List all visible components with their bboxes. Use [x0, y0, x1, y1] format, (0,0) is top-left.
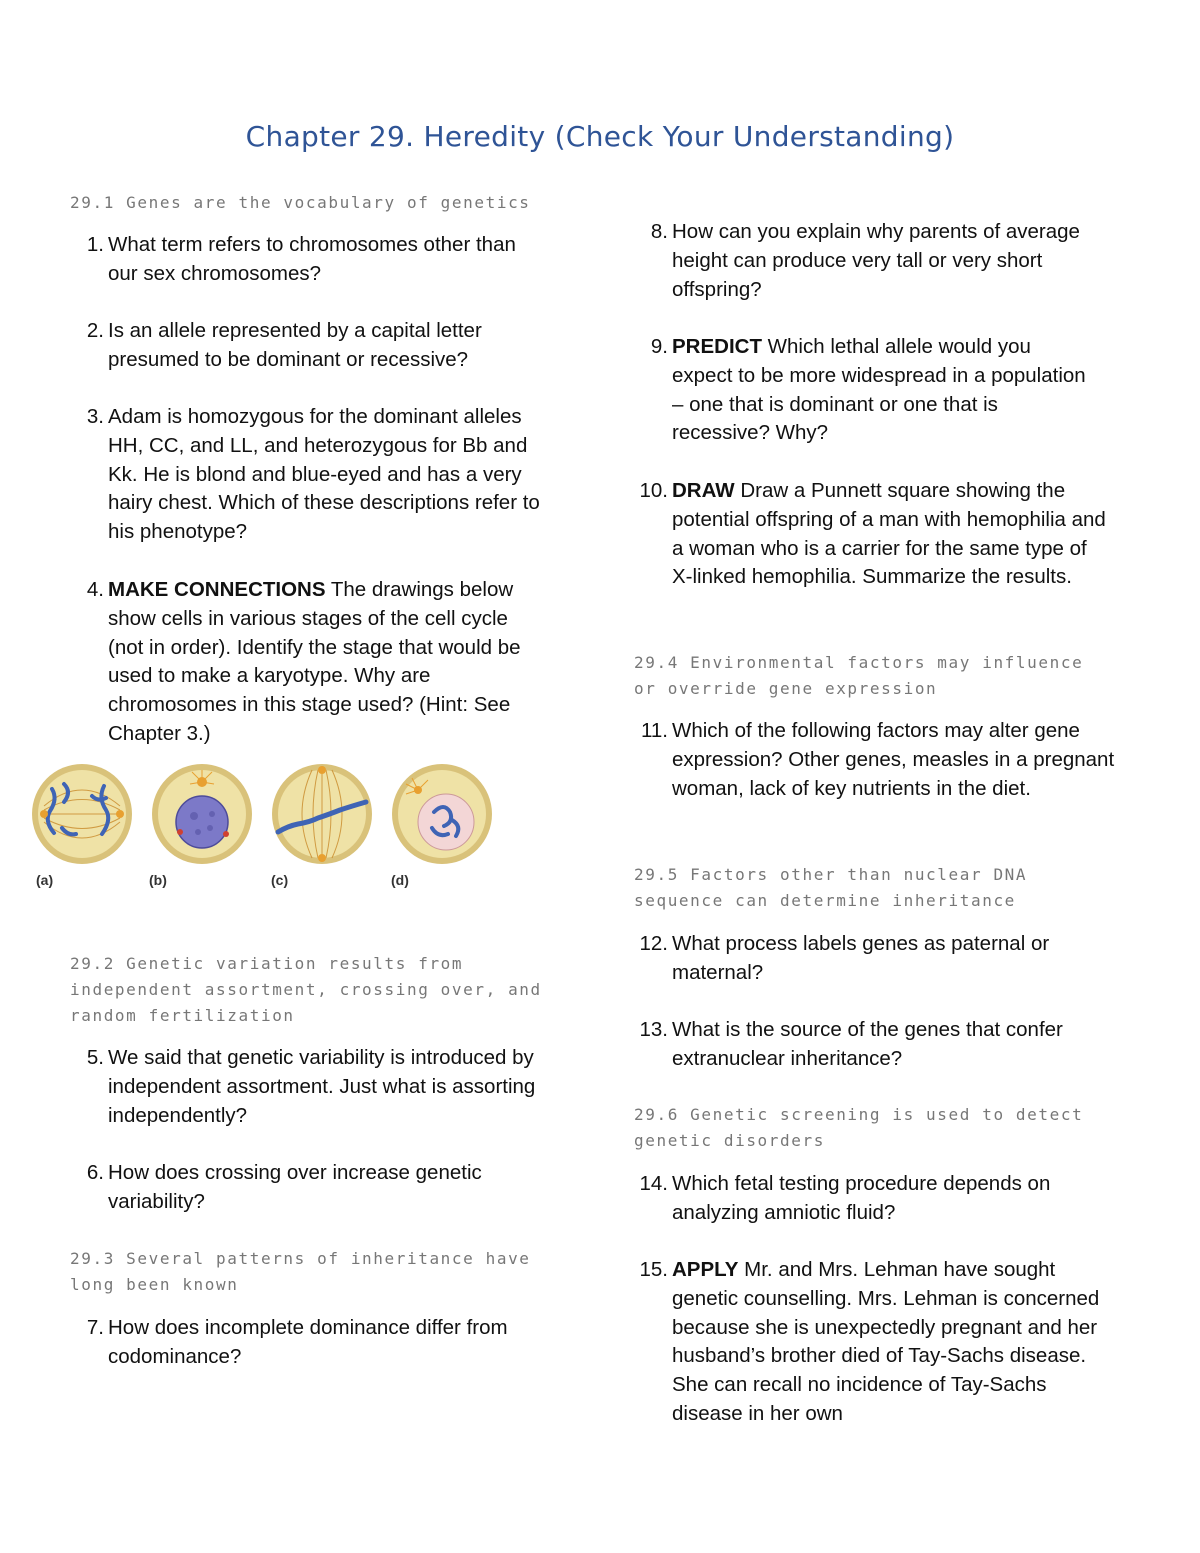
question-number: 9.	[650, 335, 668, 358]
question-text: Mr. and Mrs. Lehman have sought genetic counselling. Mrs. Lehman is concerned because she is unexpectedly pregnant and her husband’s brother died of Tay-Sachs disease. She can recall no incidence of Tay-Sachs disease in her own	[672, 1258, 1100, 1425]
cell-cycle-drawings	[30, 762, 500, 872]
question-text: The drawings below show cells in various stages of the cell cycle (not in order). Identify the stage that would be used to make a karyotype. Why are chromosomes in this stage used? (Hint: See Chapter 3.)	[108, 578, 521, 745]
question-keyword: APPLY	[672, 1258, 739, 1281]
page-title: Chapter 29. Heredity (Check Your Understanding)	[245, 120, 955, 153]
question-number: 5.	[86, 1046, 104, 1069]
question-number: 10.	[639, 479, 668, 502]
question-text: Is an allele represented by a capital letter presumed to be dominant or recessive?	[108, 319, 482, 371]
question-text: What is the source of the genes that confer extranuclear inheritance?	[672, 1018, 1063, 1070]
question-12	[634, 930, 1092, 988]
section-heading-29-2: 29.2 Genetic variation results from independent assortment, crossing over, and random fertilization	[70, 954, 542, 1025]
question-text: How does incomplete dominance differ from codominance?	[108, 1316, 508, 1368]
question-text: What process labels genes as paternal or maternal?	[672, 932, 1050, 984]
question-number: 1.	[86, 233, 104, 256]
question-number: 12.	[639, 932, 668, 955]
question-5	[70, 1044, 548, 1130]
question-keyword: MAKE CONNECTIONS	[108, 578, 326, 601]
question-9	[634, 333, 1092, 448]
question-6	[70, 1159, 548, 1217]
figure-label-a: (a)	[36, 872, 54, 888]
question-number: 2.	[86, 319, 104, 342]
question-keyword: DRAW	[672, 479, 735, 502]
cell-b	[152, 764, 252, 864]
question-text: How can you explain why parents of average height can produce very tall or very short offspring?	[672, 220, 1080, 301]
question-number: 14.	[639, 1172, 668, 1195]
question-text: What term refers to chromosomes other than our sex chromosomes?	[108, 233, 516, 285]
question-number: 8.	[650, 220, 668, 243]
section-heading-29-6: 29.6 Genetic screening is used to detect genetic disorders	[634, 1105, 1084, 1150]
cell-c	[272, 764, 372, 864]
question-7	[70, 1314, 548, 1372]
question-4	[70, 576, 548, 749]
question-number: 6.	[86, 1161, 104, 1184]
figure-label-b: (b)	[149, 872, 167, 888]
question-number: 3.	[86, 405, 104, 428]
question-number: 15.	[639, 1258, 668, 1281]
question-14	[634, 1170, 1092, 1228]
question-number: 7.	[86, 1316, 104, 1339]
figure-label-c: (c)	[271, 872, 289, 888]
question-number: 4.	[86, 578, 104, 601]
cell-d	[392, 764, 492, 864]
question-text: Adam is homozygous for the dominant alleles HH, CC, and LL, and heterozygous for Bb and Kk. He is blond and blue-eyed and has a very hairy chest. Which of these descriptions refer to his phenotype?	[108, 405, 540, 544]
section-heading-29-5: 29.5 Factors other than nuclear DNA sequence can determine inheritance	[634, 865, 1028, 910]
question-text: We said that genetic variability is introduced by independent assortment. Just what is assorting independently?	[108, 1046, 536, 1127]
question-text: Which lethal allele would you expect to be more widespread in a population – one that is dominant or one that is recessive? Why?	[672, 335, 1086, 445]
question-text: Which fetal testing procedure depends on analyzing amniotic fluid?	[672, 1172, 1051, 1224]
question-1	[70, 231, 548, 289]
section-heading-29-4: 29.4 Environmental factors may influence or override gene expression	[634, 653, 1084, 698]
question-3	[70, 403, 548, 547]
question-11	[634, 717, 1122, 803]
question-number: 13.	[639, 1018, 668, 1041]
question-10	[634, 477, 1112, 592]
question-15	[634, 1256, 1112, 1429]
question-8	[634, 218, 1132, 304]
section-heading-29-3: 29.3 Several patterns of inheritance have long been known	[70, 1249, 531, 1294]
cell-a	[32, 764, 132, 864]
question-keyword: PREDICT	[672, 335, 762, 358]
cell-cycle-figure	[30, 762, 500, 892]
question-13	[634, 1016, 1122, 1074]
question-text: Which of the following factors may alter gene expression? Other genes, measles in a pregnant woman, lack of key nutrients in the diet.	[672, 719, 1115, 800]
question-2	[70, 317, 548, 375]
question-text: Draw a Punnett square showing the potential offspring of a man with hemophilia and a woman who is a carrier for the same type of X-linked hemophilia. Summarize the results.	[672, 479, 1106, 589]
question-text: How does crossing over increase genetic variability?	[108, 1161, 482, 1213]
section-heading-29-1: 29.1 Genes are the vocabulary of genetics	[70, 193, 531, 212]
question-number: 11.	[641, 719, 668, 742]
figure-label-d: (d)	[391, 872, 409, 888]
